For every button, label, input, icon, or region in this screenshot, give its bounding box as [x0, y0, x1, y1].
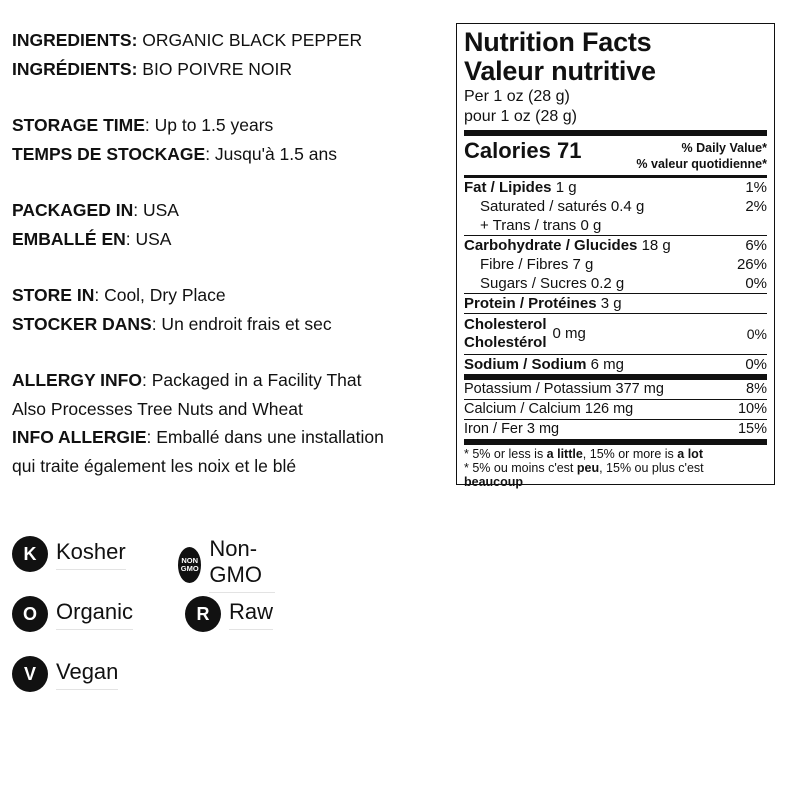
- store-fr-line: [12, 310, 442, 339]
- cholesterol-amount: 0 mg: [552, 325, 586, 342]
- packaged-fr-value: : USA: [125, 228, 172, 249]
- carbohydrate-dv: 6%: [745, 237, 767, 254]
- carbohydrate-amount: 18 g: [641, 237, 671, 254]
- fat-amount: 1 g: [555, 179, 577, 196]
- calories-label: Calories: [464, 138, 551, 163]
- non-gmo-icon-text-2: GMO: [180, 563, 199, 573]
- sodium-amount: 6 mg: [590, 356, 625, 373]
- fat-row: [464, 178, 767, 197]
- serving-size-fr: pour 1 oz (28 g): [464, 108, 577, 125]
- allergy-line: [12, 366, 442, 395]
- potassium-label: Potassium / Potassium: [464, 381, 612, 397]
- nutrition-title-fr: Valeur nutritive: [464, 56, 656, 86]
- carbohydrate-row: [464, 235, 767, 255]
- storage-line: [12, 111, 442, 140]
- protein-amount: 3 g: [600, 295, 622, 312]
- ingredients-value: ORGANIC BLACK PEPPER: [137, 30, 363, 50]
- iron-amount: 3 mg: [526, 421, 560, 437]
- footnote-en-text-1: * 5% or less is: [464, 447, 547, 461]
- iron-row: [464, 419, 767, 439]
- potassium-dv: 8%: [746, 381, 767, 397]
- trans-label: + Trans / trans: [480, 217, 577, 234]
- sodium-row: [464, 354, 767, 374]
- trans-amount: 0 g: [580, 217, 602, 234]
- store-label: STORE IN: [12, 285, 95, 305]
- cholesterol-row: [464, 313, 767, 354]
- allergy-group: [12, 366, 442, 480]
- sugars-label: Sugars / Sucres: [480, 275, 587, 292]
- protein-row: [464, 293, 767, 313]
- raw-icon: R: [185, 596, 221, 632]
- footnote-fr-peu: peu: [576, 461, 600, 475]
- footnote-en-lot: a lot: [677, 447, 703, 461]
- kosher-label: Kosher: [56, 539, 126, 570]
- calcium-label: Calcium / Calcium: [464, 401, 581, 417]
- organic-label: Organic: [56, 599, 133, 630]
- raw-badge: [185, 596, 273, 632]
- cholesterol-label-en: Cholesterol: [464, 316, 547, 333]
- vegan-label: Vegan: [56, 659, 118, 690]
- organic-badge: [12, 596, 133, 632]
- packaged-group: [12, 196, 442, 253]
- trans-row: [464, 216, 767, 235]
- cholesterol-labels: [464, 316, 547, 352]
- fibre-amount: 7 g: [572, 256, 594, 273]
- nutrition-title-en: Nutrition Facts: [464, 27, 652, 57]
- storage-value: : Up to 1.5 years: [144, 115, 274, 135]
- raw-label: Raw: [229, 599, 273, 630]
- allergy-fr-line-2: qui traite également les noix et le blé: [12, 455, 297, 476]
- footnote-fr-text-1: * 5% ou moins c'est: [464, 461, 577, 475]
- footnote-en-little: a little: [546, 447, 583, 461]
- storage-group: [12, 111, 442, 168]
- sugars-row: [464, 274, 767, 293]
- calcium-row: [464, 399, 767, 419]
- packaged-line: [12, 196, 442, 225]
- store-fr-label: STOCKER DANS: [12, 313, 152, 334]
- protein-label: Protein / Protéines: [464, 295, 597, 312]
- allergy-value-1: : Packaged in a Facility That: [141, 370, 362, 390]
- packaged-fr-line: [12, 225, 442, 254]
- calories-row: [464, 136, 767, 172]
- store-fr-value: : Un endroit frais et sec: [151, 313, 332, 334]
- storage-fr-line: [12, 140, 442, 169]
- potassium-amount: 377 mg: [615, 381, 664, 397]
- daily-value-header: [636, 140, 767, 172]
- packaged-value: : USA: [133, 200, 179, 220]
- ingredients-line: [12, 26, 442, 55]
- non-gmo-badge: [178, 536, 275, 593]
- storage-fr-value: : Jusqu'à 1.5 ans: [205, 143, 337, 164]
- non-gmo-icon: [178, 547, 201, 583]
- footnote-en-text-2: , 15% or more is: [582, 447, 678, 461]
- calories-value: 71: [556, 138, 582, 163]
- footnote-fr-text-2: , 15% ou plus c'est: [599, 461, 704, 475]
- vegan-badge: [12, 656, 118, 692]
- allergy-line-2: Also Processes Tree Nuts and Wheat: [12, 398, 303, 419]
- allergy-label: ALLERGY INFO: [12, 370, 142, 390]
- allergy-fr-line: [12, 423, 442, 452]
- sugars-amount: 0.2 g: [590, 275, 625, 292]
- non-gmo-label: Non-GMO: [209, 536, 274, 593]
- organic-icon: O: [12, 596, 48, 632]
- daily-value-fr: % valeur quotidienne*: [636, 157, 767, 171]
- potassium-row: [464, 380, 767, 399]
- storage-fr-label: TEMPS DE STOCKAGE: [12, 143, 206, 164]
- cholesterol-dv: 0%: [746, 326, 767, 342]
- store-group: [12, 281, 442, 338]
- serving-size-en: Per 1 oz (28 g): [464, 88, 570, 105]
- iron-dv: 15%: [737, 421, 767, 437]
- product-info: [12, 26, 442, 508]
- ingredients-label: INGREDIENTS:: [12, 30, 138, 50]
- fibre-dv: 26%: [736, 256, 767, 273]
- fat-dv: 1%: [745, 179, 767, 196]
- cholesterol-label-fr: Cholestérol: [464, 334, 547, 351]
- store-value: : Cool, Dry Place: [94, 285, 226, 305]
- footnote-fr: [464, 461, 767, 475]
- iron-label: Iron / Fer: [464, 421, 523, 437]
- store-line: [12, 281, 442, 310]
- nutrition-facts-panel: [456, 23, 775, 489]
- ingredients-fr-value: BIO POIVRE NOIR: [137, 58, 293, 79]
- kosher-badge: [12, 536, 126, 572]
- calories: [464, 138, 581, 164]
- allergy-fr-value-1: : Emballé dans une installation: [146, 427, 384, 447]
- allergy-fr-label: INFO ALLERGIE: [12, 427, 147, 447]
- footnote: [464, 445, 767, 489]
- saturated-row: [464, 197, 767, 216]
- storage-label: STORAGE TIME: [12, 115, 145, 135]
- sodium-label: Sodium / Sodium: [464, 356, 587, 373]
- non-gmo-icon-text-1: NON: [181, 555, 199, 565]
- fat-label: Fat / Lipides: [464, 179, 552, 196]
- saturated-dv: 2%: [745, 198, 767, 215]
- daily-value-en: % Daily Value*: [681, 141, 767, 155]
- fibre-row: [464, 255, 767, 274]
- calcium-dv: 10%: [737, 401, 767, 417]
- kosher-icon: K: [12, 536, 48, 572]
- packaged-label: PACKAGED IN: [12, 200, 134, 220]
- saturated-label: Saturated / saturés: [480, 198, 607, 215]
- footnote-en: [464, 447, 767, 461]
- fibre-label: Fibre / Fibres: [480, 256, 569, 273]
- sugars-dv: 0%: [745, 275, 767, 292]
- footnote-fr-beaucoup: beaucoup: [464, 475, 524, 489]
- calcium-amount: 126 mg: [584, 401, 634, 417]
- saturated-amount: 0.4 g: [610, 198, 645, 215]
- carbohydrate-label: Carbohydrate / Glucides: [464, 237, 638, 254]
- ingredients-group: [12, 26, 442, 83]
- ingredients-fr-line: [12, 55, 442, 84]
- packaged-fr-label: EMBALLÉ EN: [12, 228, 126, 249]
- vegan-icon: V: [12, 656, 48, 692]
- sodium-dv: 0%: [745, 356, 767, 373]
- ingredients-fr-label: INGRÉDIENTS:: [12, 58, 138, 79]
